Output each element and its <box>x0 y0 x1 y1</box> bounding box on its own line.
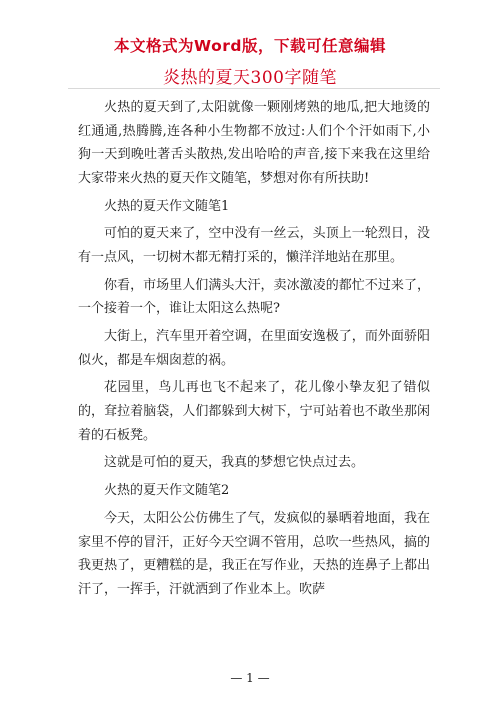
section-heading-2: 火热的夏天作文随笔2 <box>104 483 230 499</box>
format-banner: 本文格式为Word版，下载可任意编辑 <box>114 37 386 55</box>
document-title: 炎热的夏天300字随笔 <box>163 68 337 88</box>
body-paragraph: 这就是可怕的夏天，我真的梦想它快点过去。 <box>104 455 365 471</box>
page-number: — 1 — <box>230 671 270 685</box>
body-paragraph: 大街上，汽车里开着空调，在里面安逸极了，而外面骄阳似火，都是车烟囱惹的祸。 <box>78 329 430 368</box>
body-paragraph: 可怕的夏天来了，空中没有一丝云，头顶上一轮烈日，没有一点风，一切树木都无精打采的，懒洋洋地站在那里。 <box>78 226 430 265</box>
body-paragraph: 花园里，鸟儿再也飞不起来了，花儿像小挚友犯了错似的，耷拉着脑袋，人们都躲到大树下，宁可站着也不敢坐那闲着的石板凳。 <box>78 380 430 443</box>
intro-paragraph: 火热的夏天到了,太阳就像一颗刚烤熟的地瓜,把大地烫的红通通,热腾腾,连各种小生物都不放过:人们个个汗如雨下,小狗一天到晚吐著舌头散热,发出哈哈的声音,接下来我在这里给大家带来火热的夏天作文随笔，梦想对你有所扶助! <box>78 100 430 186</box>
body-paragraph: 你看，市场里人们满头大汗，卖冰激凌的都忙不过来了，一个接着一个，谁让太阳这么热呢? <box>78 277 430 317</box>
title-divider <box>68 88 440 89</box>
body-paragraph: 今天，太阳公公仿佛生了气，发疯似的暴晒着地面，我在家里不停的冒汗，正好今天空调不管用，总吹一些热风，搞的我更热了，更糟糕的是，我正在写作业，天热的连鼻子上都出汗了，一挥手，汗就洒到了作业本上。吹萨 <box>78 511 430 597</box>
document-body <box>78 96 430 606</box>
section-heading-1: 火热的夏天作文随笔1 <box>104 198 230 214</box>
